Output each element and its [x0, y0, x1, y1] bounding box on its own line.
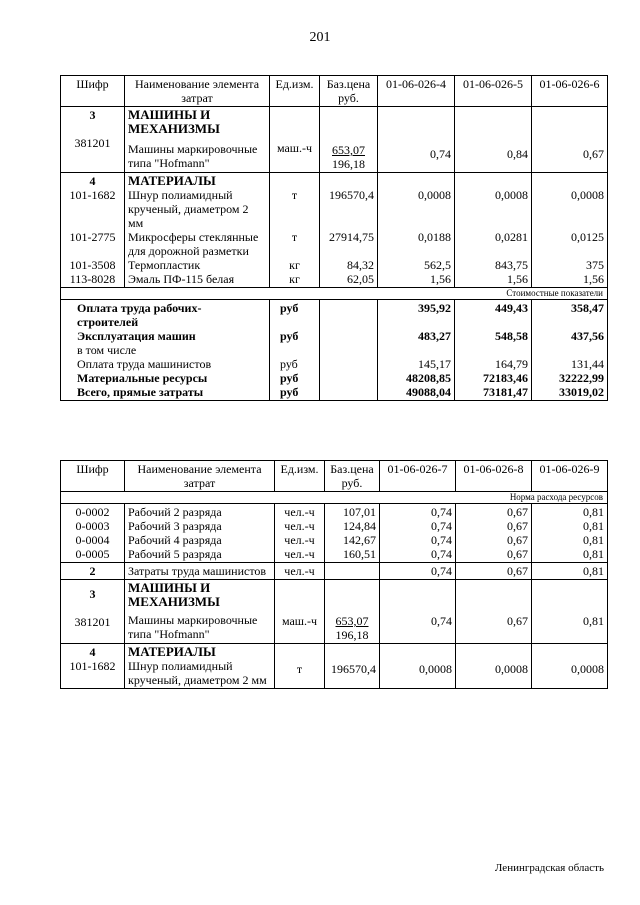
- section-title: МАТЕРИАЛЫ: [128, 173, 216, 188]
- unit-cell: руб: [280, 371, 299, 385]
- value-cell: 0,81: [583, 547, 604, 561]
- unit-cell: руб: [280, 357, 298, 371]
- price-top: 653,07: [335, 614, 369, 628]
- value-cell: 395,92: [418, 301, 451, 315]
- name-cell: Термопластик: [128, 258, 201, 272]
- value-cell: 131,44: [571, 357, 604, 371]
- code-cell: 0-0003: [75, 519, 110, 533]
- price-cell: 27914,75: [329, 230, 374, 244]
- value-cell: 449,43: [495, 301, 528, 315]
- value-cell: 0,74: [431, 547, 452, 561]
- value-cell: 0,0008: [571, 188, 604, 202]
- header-code: Шифр: [61, 76, 125, 107]
- value-cell: 164,79: [495, 357, 528, 371]
- section-number: 3: [89, 587, 96, 601]
- code-cell: 101-2775: [69, 230, 116, 244]
- table-row: [61, 563, 608, 580]
- value-cell: 0,74: [431, 564, 452, 578]
- value-cell: 32222,99: [559, 371, 604, 385]
- name-cell: Машины маркировочные типа "Hofmann": [128, 142, 258, 170]
- header-col-2: 01-06-026-5: [455, 76, 532, 107]
- value-cell: 0,67: [507, 564, 528, 578]
- unit-cell: руб: [280, 385, 299, 399]
- code-cell: 101-1682: [69, 659, 116, 673]
- footer-region: Ленинградская область: [494, 862, 604, 874]
- name-cell: Машины маркировочные типа "Hofmann": [128, 613, 258, 641]
- code-cell: 101-3508: [69, 258, 116, 272]
- price-cell: 196570,4: [331, 662, 376, 676]
- machines-label: Эксплуатация машин: [77, 329, 196, 343]
- value-cell: 0,74: [431, 519, 452, 533]
- name-cell: Шнур полиамидный крученый, диаметром 2 мм: [128, 188, 249, 230]
- unit-cell: т: [291, 230, 298, 244]
- value-cell: 0,74: [431, 533, 452, 547]
- table-row: [61, 173, 608, 288]
- code-cell: 0-0002: [75, 505, 110, 519]
- unit-cell: т: [291, 188, 298, 202]
- section-title: МАШИНЫ И МЕХАНИЗМЫ: [128, 107, 220, 136]
- value-cell: 0,0125: [571, 230, 604, 244]
- header-price: Баз.цена руб.: [325, 461, 380, 492]
- value-cell: 0,81: [583, 505, 604, 519]
- value-cell: 73181,47: [483, 385, 528, 399]
- value-cell: 0,0008: [418, 188, 451, 202]
- value-cell: 0,67: [507, 505, 528, 519]
- value-cell: 1,56: [507, 272, 528, 286]
- name-cell: Эмаль ПФ-115 белая: [128, 272, 235, 286]
- value-cell: 483,27: [418, 329, 451, 343]
- header-col-3: 01-06-026-9: [532, 461, 608, 492]
- code-cell: 0-0005: [75, 547, 110, 561]
- total-label: Всего, прямые затраты: [77, 385, 204, 399]
- value-cell: 33019,02: [559, 385, 604, 399]
- value-cell: 843,75: [495, 258, 528, 272]
- name-cell: Затраты труда машинистов: [128, 564, 267, 578]
- value-cell: 375: [586, 258, 604, 272]
- price-cell: 62,05: [347, 272, 374, 286]
- price-cell: 124,84: [343, 519, 376, 533]
- table-row: [61, 300, 608, 401]
- header-col-1: 01-06-026-4: [378, 76, 455, 107]
- table-header-row: [61, 76, 608, 107]
- code-cell: 0-0004: [75, 533, 110, 547]
- name-cell: Шнур полиамидный крученый, диаметром 2 мм: [128, 659, 267, 687]
- unit-cell: т: [296, 662, 303, 676]
- price-bottom: 196,18: [335, 628, 369, 642]
- header-unit: Ед.изм.: [270, 76, 320, 107]
- value-cell: 0,67: [583, 147, 604, 161]
- table-row: [61, 580, 608, 644]
- value-cell: 548,58: [495, 329, 528, 343]
- value-cell: 1,56: [583, 272, 604, 286]
- resource-table-1: [60, 75, 608, 401]
- value-cell: 0,0008: [495, 662, 528, 676]
- header-price: Баз.цена руб.: [320, 76, 378, 107]
- cost-label-row: [61, 288, 608, 300]
- price-cell: 84,32: [347, 258, 374, 272]
- price-cell: 142,67: [343, 533, 376, 547]
- value-cell: 0,0008: [419, 662, 452, 676]
- value-cell: 0,74: [431, 614, 452, 628]
- header-unit: Ед.изм.: [275, 461, 325, 492]
- value-cell: 0,0188: [418, 230, 451, 244]
- price-cell: 160,51: [343, 547, 376, 561]
- value-cell: 0,81: [583, 533, 604, 547]
- header-name: Наименование элемента затрат: [125, 76, 270, 107]
- value-cell: 0,67: [507, 614, 528, 628]
- value-cell: 72183,46: [483, 371, 528, 385]
- cost-indicators-label: Стоимостные показатели: [61, 288, 608, 300]
- value-cell: 145,17: [418, 357, 451, 371]
- name-cell: Рабочий 4 разряда: [128, 533, 222, 547]
- table-header-row: [61, 461, 608, 492]
- labor-label: Оплата труда рабочих-строителей: [77, 301, 202, 329]
- value-cell: 0,81: [583, 519, 604, 533]
- value-cell: 0,67: [507, 547, 528, 561]
- header-col-1: 01-06-026-7: [380, 461, 456, 492]
- value-cell: 0,0008: [495, 188, 528, 202]
- value-cell: 0,84: [507, 147, 528, 161]
- section-number: 2: [89, 564, 96, 578]
- value-cell: 0,0008: [571, 662, 604, 676]
- price-top: 653,07: [332, 143, 365, 157]
- value-cell: 0,81: [583, 614, 604, 628]
- price-bottom: 196,18: [332, 157, 365, 171]
- code-cell: 113-8028: [69, 272, 116, 286]
- value-cell: 437,56: [571, 329, 604, 343]
- value-cell: 0,74: [430, 147, 451, 161]
- value-cell: 0,67: [507, 519, 528, 533]
- value-cell: 48208,85: [406, 371, 451, 385]
- page-number: 201: [309, 30, 331, 45]
- unit-cell: кг: [289, 258, 300, 272]
- code-cell: 101-1682: [69, 188, 116, 202]
- table-row: [61, 504, 608, 563]
- header-code: Шифр: [61, 461, 125, 492]
- name-cell: Рабочий 2 разряда: [128, 505, 222, 519]
- unit-cell: чел.-ч: [284, 519, 315, 533]
- resource-table-2: [60, 460, 608, 689]
- value-cell: 0,81: [583, 564, 604, 578]
- name-cell: Рабочий 5 разряда: [128, 547, 222, 561]
- section-number: 3: [89, 108, 96, 122]
- value-cell: 0,74: [431, 505, 452, 519]
- value-cell: 358,47: [571, 301, 604, 315]
- value-cell: 0,0281: [495, 230, 528, 244]
- value-cell: 0,67: [507, 533, 528, 547]
- unit-cell: чел.-ч: [284, 533, 315, 547]
- section-title: МАШИНЫ И МЕХАНИЗМЫ: [128, 580, 220, 609]
- unit-cell: чел.-ч: [284, 505, 315, 519]
- value-cell: 562,5: [424, 258, 451, 272]
- table-row: [61, 107, 608, 173]
- table-row: [61, 644, 608, 689]
- norm-label: Норма расхода ресурсов: [61, 492, 608, 504]
- code-cell: 381201: [74, 615, 111, 629]
- value-cell: 49088,04: [406, 385, 451, 399]
- section-number: 4: [89, 174, 96, 188]
- header-col-2: 01-06-026-8: [456, 461, 532, 492]
- unit-cell: маш.-ч: [281, 614, 318, 628]
- unit-cell: чел.-ч: [284, 564, 315, 578]
- section-title: МАТЕРИАЛЫ: [128, 644, 216, 659]
- section-number: 4: [89, 645, 96, 659]
- code-cell: 381201: [74, 136, 111, 150]
- unit-cell: маш.-ч: [276, 141, 313, 155]
- materials-label: Материальные ресурсы: [77, 371, 208, 385]
- price-cell: 196570,4: [329, 188, 374, 202]
- operators-label: Оплата труда машинистов: [77, 357, 212, 371]
- unit-cell: руб: [280, 329, 299, 343]
- price-cell: 107,01: [343, 505, 376, 519]
- unit-cell: чел.-ч: [284, 547, 315, 561]
- including-label: в том числе: [77, 343, 137, 357]
- header-col-3: 01-06-026-6: [532, 76, 608, 107]
- unit-cell: руб: [280, 301, 299, 315]
- name-cell: Рабочий 3 разряда: [128, 519, 222, 533]
- header-name: Наименование элемента затрат: [125, 461, 275, 492]
- norm-label-row: [61, 492, 608, 504]
- unit-cell: кг: [289, 272, 300, 286]
- name-cell: Микросферы стеклянные для дорожной разметки: [128, 230, 259, 258]
- value-cell: 1,56: [430, 272, 451, 286]
